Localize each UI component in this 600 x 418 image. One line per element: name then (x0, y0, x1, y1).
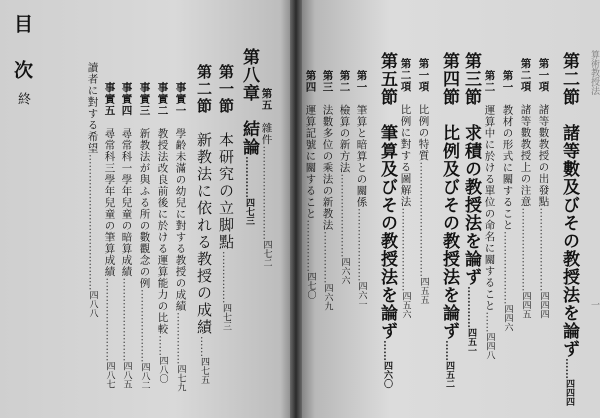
toc-entry-section: 第三節 求積の教授法を論ず…………四五一 (461, 52, 481, 355)
toc-entry: 第三 法數多位の乘法の新教法……………四六九 (321, 70, 334, 311)
toc-entry: 讀者に對する希望…………………………………四八八 (86, 62, 99, 318)
toc-entry: 第二項 比例に對する圖解法……………………四五六 (399, 58, 412, 319)
toc-entry: 第二 檢算の新方法……………………四六六 (338, 70, 351, 285)
toc-entry-section: 第四節 比例及びその教授法を論ず……四五二 (439, 52, 459, 388)
toc-entry: 第一 筆算と暗算との關係…………………四六一 (355, 70, 368, 309)
toc-entry-section: 第一節 本研究の立脚點……………四七三 (217, 64, 235, 331)
toc-entry: 第四 運算記號に關すること……………四七〇 (304, 70, 317, 299)
toc-entry: 第二 運算中に於ける單位の命名に關すること……四四八 (483, 70, 496, 360)
toc-entry-section: 第二節 諸等數及びその教授法を論ず……四四四 (559, 52, 579, 406)
toc-entry: 事實一 學齢未滿の幼兒に對する教授の成績……………四七九 (174, 82, 187, 392)
toc-entry: 第一項 比例の特質……………………………四五五 (417, 58, 430, 304)
toc-entry: 事實二 教授法改良前後に於ける運算能力の比較……四八〇 (156, 82, 169, 383)
toc-entry: 第五 雜件………………………四七二 (260, 88, 273, 267)
toc-entry: 第二項 諸等數教授上の注意……………………四四五 (519, 58, 532, 319)
page-number: 一 (589, 300, 599, 309)
toc-entry: 事實三 新教法が與ふる所の數觀念の例…………………四八二 (138, 82, 151, 390)
toc-entry-chapter: 第八章 結論…………四七三 (239, 48, 259, 225)
toc-title-ji: 次 (11, 60, 33, 80)
running-head: 算術教授法 (589, 50, 599, 95)
toc-title-moku: 目 (11, 14, 33, 34)
book-gutter (290, 0, 302, 418)
toc-title-end: 終 (15, 92, 30, 105)
toc-entry-section: 第五節 筆算及びその教授法を論ず……四六〇 (377, 52, 397, 388)
toc-entry: 第一項 諸等數教授の出發點……………………四四四 (537, 58, 550, 319)
toc-entry: 事實四 尋常科一學年兒童の暗算成績……………………四八五 (120, 82, 133, 389)
toc-entry: 第一 教材の形式に關すること…………………四四六 (501, 70, 514, 332)
toc-entry-section: 第二節 新教法に依れる教授の成績……四七五 (195, 64, 213, 384)
toc-entry: 事實五 尋常科三學年兒童の筆算成績……………………四八七 (103, 82, 116, 389)
